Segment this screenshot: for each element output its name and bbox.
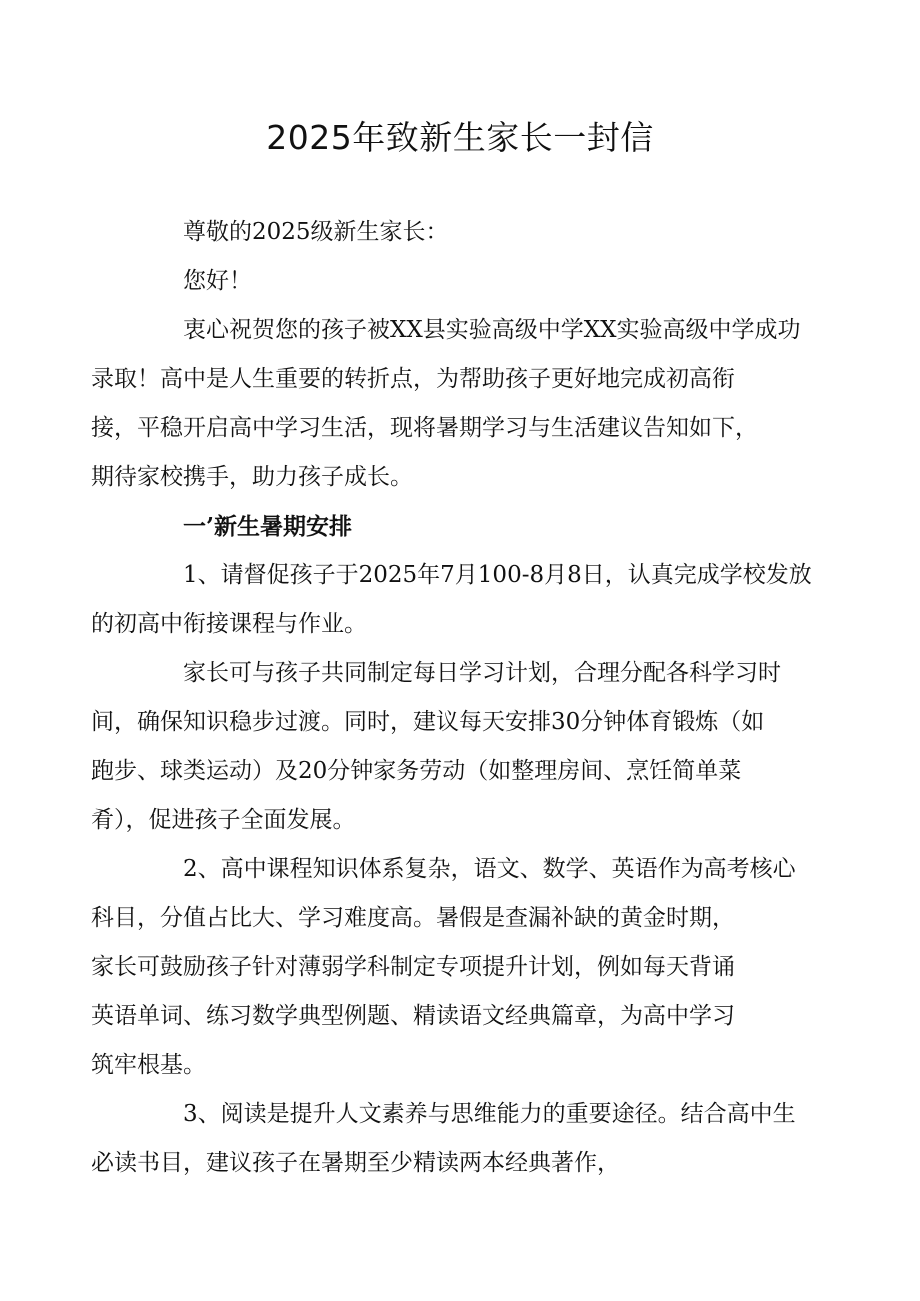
item-1-note-line: 间，确保知识稳步过渡。同时，建议每天安排30分钟体育锻炼（如 — [91, 709, 765, 735]
item-1-line: 的初高中衔接课程与作业。 — [91, 611, 367, 637]
item-3-line: 必读书目，建议孩子在暑期至少精读两本经典著作， — [91, 1150, 620, 1176]
item-1-paragraph — [91, 551, 812, 649]
section-heading: 一’新生暑期安排 — [183, 513, 353, 540]
intro-line: 录取！高中是人生重要的转折点，为帮助孩子更好地完成初高衔 — [91, 366, 735, 392]
item-2-line: 科目，分值占比大、学习难度高。暑假是查漏补缺的黄金时期， — [91, 905, 735, 931]
item-2-line: 家长可鼓励孩子针对薄弱学科制定专项提升计划，例如每天背诵 — [91, 954, 735, 980]
item-2-line: 英语单词、练习数学典型例题、精读语文经典篇章，为高中学习 — [91, 1003, 735, 1029]
intro-line: 期待家校携手，助力孩子成长。 — [91, 464, 413, 490]
item-1-line: 1、请督促孩子于2025年7月100-8月8日，认真完成学校发放 — [183, 562, 812, 588]
item-1-note-line: 家长可与孩子共同制定每日学习计划，合理分配各科学习时 — [183, 660, 781, 686]
salutation: 尊敬的2025级新生家长： — [183, 219, 449, 245]
item-3-line: 3、阅读是提升人文素养与思维能力的重要途径。结合高中生 — [183, 1101, 796, 1127]
item-1-note-line: 肴），促进孩子全面发展。 — [91, 807, 356, 833]
item-1-note-line: 跑步、球类运动）及20分钟家务劳动（如整理房间、烹饪简单菜 — [91, 758, 742, 784]
intro-line: 衷心祝贺您的孩子被XX县实验高级中学XX实验高级中学成功 — [183, 317, 801, 343]
letter-body — [91, 208, 812, 1188]
intro-line: 接，平稳开启高中学习生活，现将暑期学习与生活建议告知如下， — [91, 415, 758, 441]
item-2-paragraph — [91, 845, 797, 1090]
intro-paragraph — [91, 306, 801, 502]
item-2-line: 2、高中课程知识体系复杂，语文、数学、英语作为高考核心 — [183, 856, 796, 882]
greeting: 您好！ — [183, 268, 252, 294]
item-1-note-paragraph — [91, 649, 797, 845]
item-2-line: 筑牢根基。 — [91, 1052, 206, 1078]
document-title: 2025年致新生家长一封信 — [266, 118, 654, 157]
item-3-paragraph — [91, 1090, 797, 1188]
